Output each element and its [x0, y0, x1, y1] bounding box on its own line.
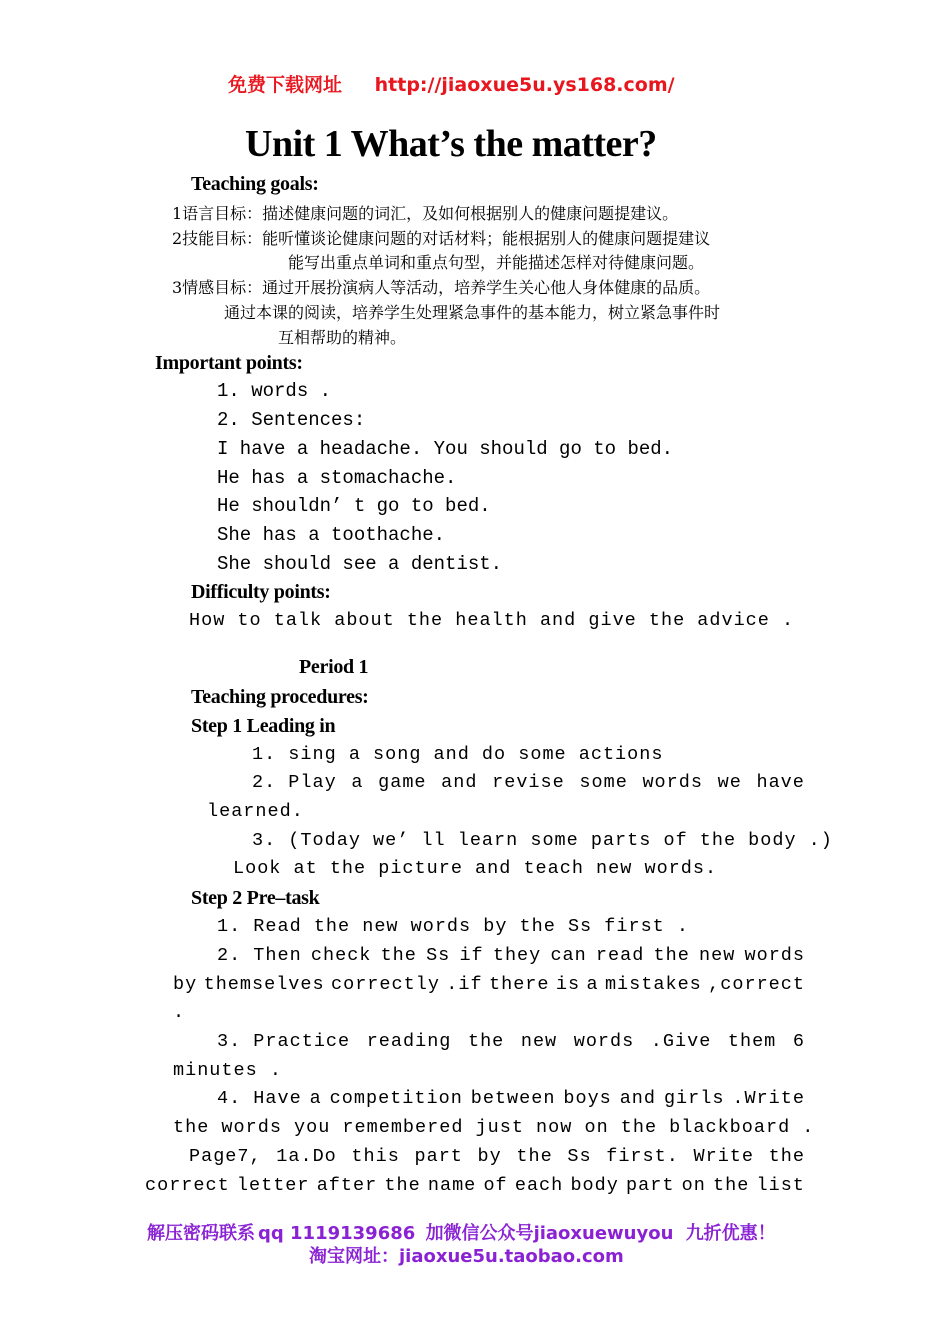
word: them [727, 1031, 777, 1052]
teaching-procedures-heading: Teaching procedures: [191, 686, 369, 708]
goal-line: 3情感目标：通过开展扮演病人等活动，培养学生关心他人身体健康的品质。 [172, 278, 711, 297]
word: between [470, 1088, 556, 1109]
goal-line: 1语言目标：描述健康问题的词汇，及如何根据别人的健康问题提建议。 [172, 204, 679, 223]
word: words [642, 772, 703, 793]
word: Ss [567, 1146, 592, 1167]
word: Ss [426, 945, 451, 966]
step1-item: 3. (Today we’ ll learn some parts of the body .) [252, 830, 833, 851]
step2-item-continued [173, 974, 805, 995]
download-label: 免费下载网址 [228, 74, 343, 96]
word: on [681, 1175, 706, 1196]
word: 6 [792, 1031, 805, 1052]
word: letter [236, 1175, 310, 1196]
download-header [228, 70, 675, 97]
word: by [477, 1146, 502, 1167]
word: read [595, 945, 645, 966]
footer-text: 加微信公众号 [425, 1223, 534, 1244]
word: a [586, 974, 599, 995]
word: new [699, 945, 736, 966]
goal-line: 通过本课的阅读，培养学生处理紧急事件的基本能力，树立紧急事件时 [224, 303, 721, 322]
word: the [768, 1146, 805, 1167]
step2-heading: Step 2 Pre–task [191, 887, 320, 909]
important-point-line: I have a headache. You should go to bed. [217, 438, 674, 460]
word: the [384, 1175, 421, 1196]
word: the [653, 945, 690, 966]
important-point-line: She should see a dentist. [217, 553, 503, 575]
word: there [488, 974, 550, 995]
footer-text: 九折优惠！ [685, 1223, 776, 1244]
word: check [310, 945, 372, 966]
word: we [717, 772, 742, 793]
word: .Write [732, 1088, 805, 1109]
important-points-heading: Important points: [155, 352, 303, 374]
word: revise [492, 772, 565, 793]
word: boys [563, 1088, 612, 1109]
step2-item [217, 945, 805, 966]
word: first. [606, 1146, 679, 1167]
word: .if [446, 974, 483, 995]
important-point-line: 1. words . [217, 380, 332, 402]
period-heading: Period 1 [299, 656, 369, 678]
word: themselves [203, 974, 325, 995]
word: girls [663, 1088, 725, 1109]
difficulty-points-text: How to talk about the health and give the advice . [189, 610, 795, 631]
footer-text: 解压密码联系 [147, 1223, 255, 1244]
word: ,correct [708, 974, 805, 995]
step2-page-note [189, 1146, 805, 1167]
word: the [467, 1031, 505, 1052]
word: correctly [331, 974, 440, 995]
word: have [756, 772, 805, 793]
important-point-line: He has a stomachache. [217, 467, 457, 489]
word: and [441, 772, 478, 793]
word: the [380, 945, 417, 966]
word: a [309, 1088, 322, 1109]
word: competition [329, 1088, 463, 1109]
word: part [626, 1175, 675, 1196]
step1-item: 1. sing a song and do some actions [252, 744, 664, 765]
step2-item-continued: minutes . [173, 1060, 282, 1081]
word: they [492, 945, 542, 966]
step1-item: Look at the picture and teach new words. [233, 858, 718, 879]
important-point-line: 2. Sentences: [217, 409, 366, 431]
word: body [570, 1175, 619, 1196]
goal-line: 能写出重点单词和重点句型，并能描述怎样对待健康问题。 [288, 253, 705, 272]
step2-page-note-continued [145, 1175, 805, 1196]
word: the [713, 1175, 750, 1196]
word: mistakes [604, 974, 702, 995]
important-point-line: He shouldn’ t go to bed. [217, 495, 491, 517]
word: words [744, 945, 805, 966]
footer-text: 淘宝网址： [309, 1246, 399, 1267]
word: Page7, [189, 1146, 262, 1167]
word: this [351, 1146, 400, 1167]
word: new [520, 1031, 558, 1052]
word: Write [693, 1146, 754, 1167]
step1-item [252, 772, 805, 793]
word: .Give [650, 1031, 712, 1052]
step1-item-continued: learned. [207, 801, 304, 822]
word: reading [366, 1031, 452, 1052]
step2-item: 1. Read the new words by the Ss first . [217, 916, 689, 937]
word: 3. Practice [217, 1031, 351, 1052]
footer-wechat-account: jiaoxuewuyou [533, 1223, 674, 1244]
step2-item [217, 1088, 805, 1109]
word: if [459, 945, 484, 966]
word: list [756, 1175, 805, 1196]
word: the [516, 1146, 553, 1167]
word: and [619, 1088, 657, 1109]
word: game [378, 772, 427, 793]
teaching-goals-heading: Teaching goals: [191, 173, 319, 195]
word: 1a.Do [276, 1146, 337, 1167]
footer-taobao-link[interactable]: jiaoxue5u.taobao.com [399, 1246, 624, 1267]
goal-line: 互相帮助的精神。 [278, 328, 407, 347]
download-url-link[interactable]: http://jiaoxue5u.ys168.com/ [374, 74, 675, 96]
word: after [316, 1175, 378, 1196]
word: by [173, 974, 198, 995]
word: some [579, 772, 628, 793]
step2-item [217, 1031, 805, 1052]
word: is [555, 974, 581, 995]
word: 4. Have [217, 1088, 302, 1109]
word: can [550, 945, 587, 966]
difficulty-points-heading: Difficulty points: [191, 581, 331, 603]
footer-taobao-line [309, 1242, 624, 1268]
page-title: Unit 1 What’s the matter? [245, 123, 657, 165]
word: part [414, 1146, 463, 1167]
word: correct [145, 1175, 230, 1196]
important-point-line: She has a toothache. [217, 524, 446, 546]
word: words [573, 1031, 635, 1052]
word: of [483, 1175, 508, 1196]
step2-item-end: . [173, 1002, 186, 1023]
word: each [514, 1175, 564, 1196]
goal-line: 2技能目标：能听懂谈论健康问题的对话材料；能根据别人的健康问题提建议 [172, 229, 711, 248]
word: 2. Play [252, 772, 337, 793]
word: a [351, 772, 364, 793]
footer-qq: qq 1119139686 [258, 1223, 416, 1244]
step1-heading: Step 1 Leading in [191, 715, 336, 737]
step2-item-continued: the words you remembered just now on the blackboard . [173, 1117, 815, 1138]
word: name [427, 1175, 477, 1196]
word: 2. Then [217, 945, 302, 966]
